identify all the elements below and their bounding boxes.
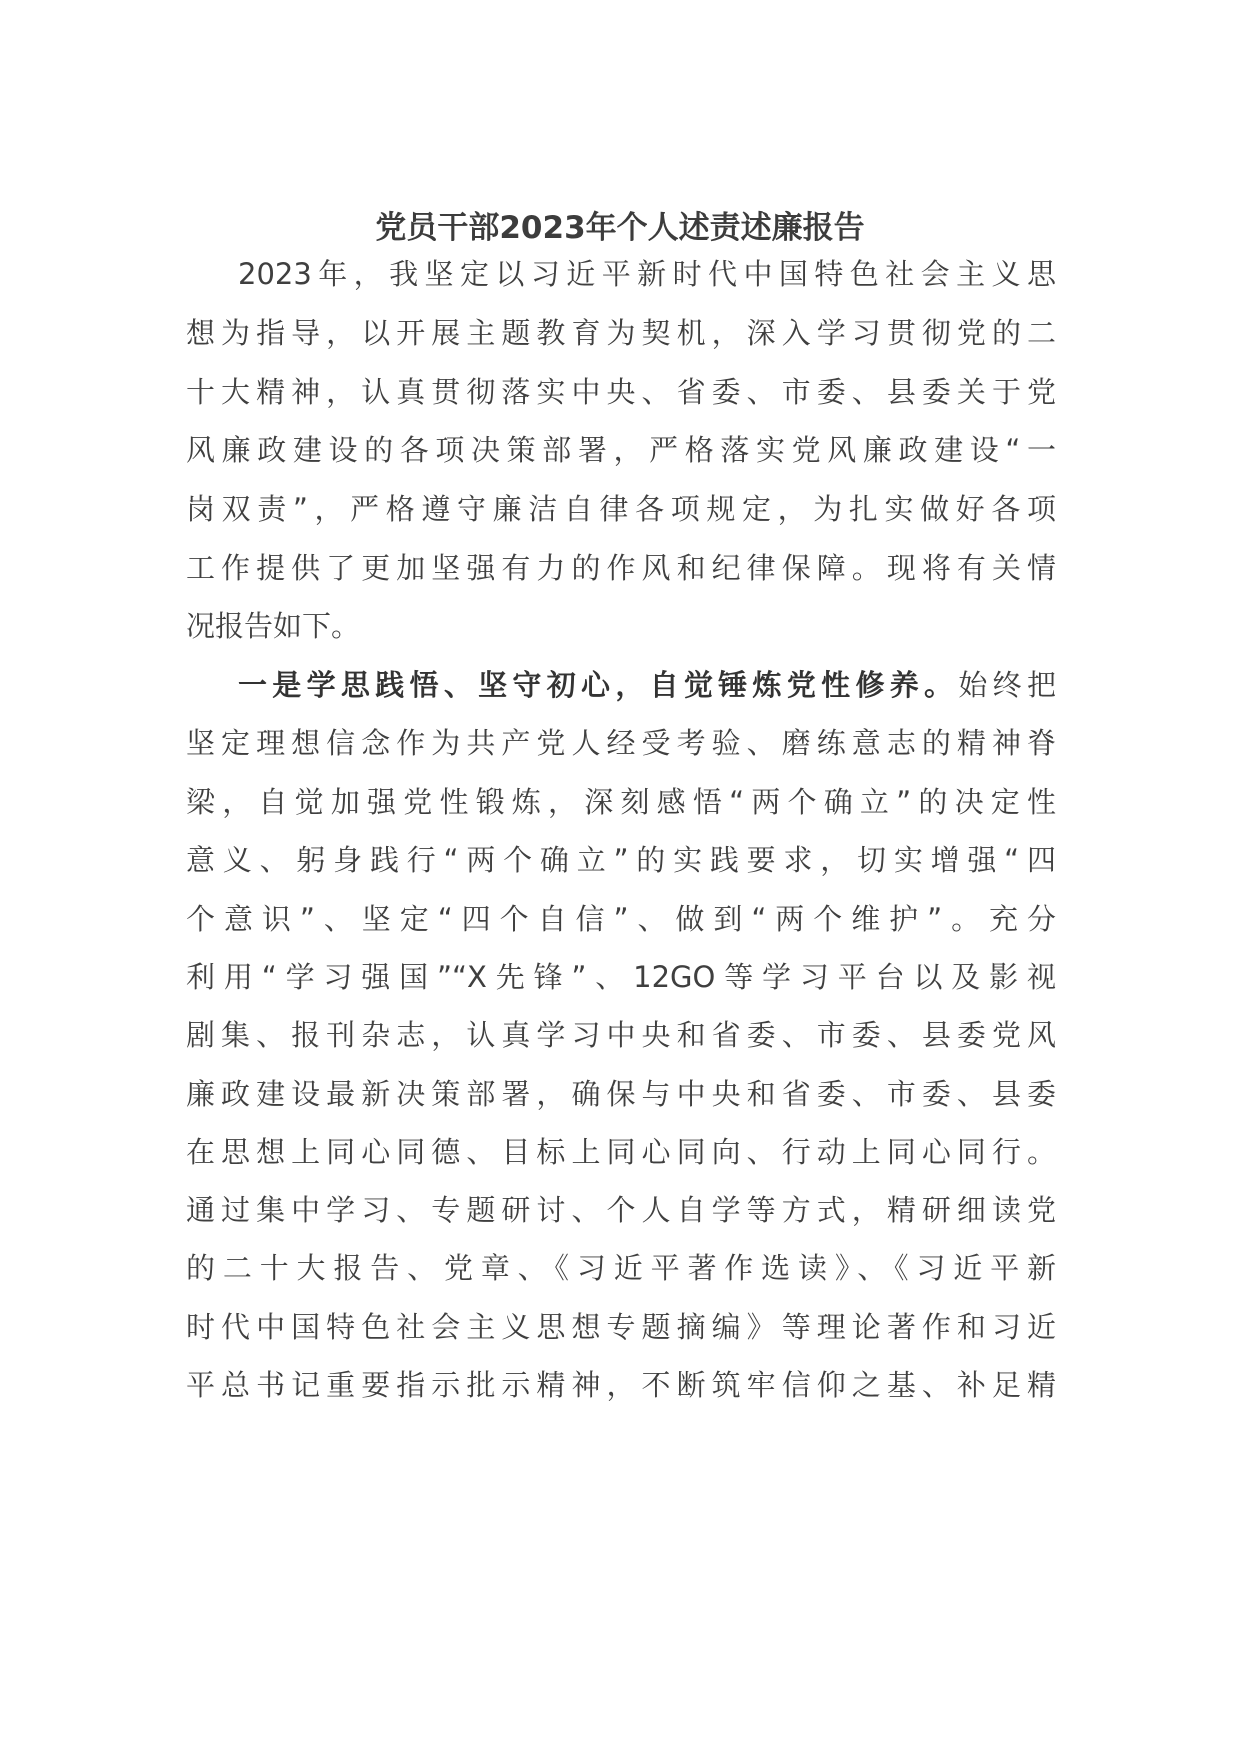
paragraph-2-line-6: 利用“学习强国”“X先锋”、12GO等学习平台以及影视	[186, 960, 1056, 994]
paragraph-2-first-line-rest: 始终把	[958, 668, 1056, 702]
paragraph-2-line-9: 在思想上同心同德、目标上同心同向、行动上同心同行。	[186, 1135, 1056, 1169]
paragraph-1-line-5: 岗双责”，严格遵守廉洁自律各项规定，为扎实做好各项	[186, 492, 1056, 526]
document-title: 党员干部2023年个人述责述廉报告	[375, 210, 865, 246]
paragraph-1-line-2: 想为指导，以开展主题教育为契机，深入学习贯彻党的二	[186, 316, 1056, 350]
paragraph-2-line-8: 廉政建设最新决策部署，确保与中央和省委、市委、县委	[186, 1077, 1056, 1111]
paragraph-2-line-5: 个意识”、坚定“四个自信”、做到“两个维护”。充分	[186, 902, 1056, 936]
paragraph-2-line-4: 意义、躬身践行“两个确立”的实践要求，切实增强“四	[186, 843, 1056, 877]
paragraph-2-line-13: 平总书记重要指示批示精神，不断筑牢信仰之基、补足精	[186, 1368, 1056, 1402]
paragraph-2-heading: 一是学思践悟、坚守初心，自觉锤炼党性修养。	[238, 668, 959, 702]
paragraph-2-line-3: 梁，自觉加强党性锻炼，深刻感悟“两个确立”的决定性	[186, 785, 1056, 819]
paragraph-2-line-2: 坚定理想信念作为共产党人经受考验、磨练意志的精神脊	[186, 726, 1056, 760]
paragraph-1-line-3: 十大精神，认真贯彻落实中央、省委、市委、县委关于党	[186, 375, 1056, 409]
paragraph-1-line-6: 工作提供了更加坚强有力的作风和纪律保障。现将有关情	[186, 551, 1056, 585]
paragraph-2-line-12: 时代中国特色社会主义思想专题摘编》等理论著作和习近	[186, 1310, 1056, 1344]
paragraph-2-line-7: 剧集、报刊杂志，认真学习中央和省委、市委、县委党风	[186, 1018, 1056, 1052]
paragraph-2-line-10: 通过集中学习、专题研讨、个人自学等方式，精研细读党	[186, 1193, 1056, 1227]
paragraph-2-line-11: 的二十大报告、党章、《习近平著作选读》、《习近平新	[186, 1251, 1056, 1285]
paragraph-1-line-4: 风廉政建设的各项决策部署，严格落实党风廉政建设“一	[186, 433, 1056, 467]
paragraph-1-line-1: 2023年，我坚定以习近平新时代中国特色社会主义思	[238, 257, 1056, 291]
paragraph-2-line-1	[238, 663, 1056, 707]
paragraph-1-line-7: 况报告如下。	[186, 609, 361, 643]
